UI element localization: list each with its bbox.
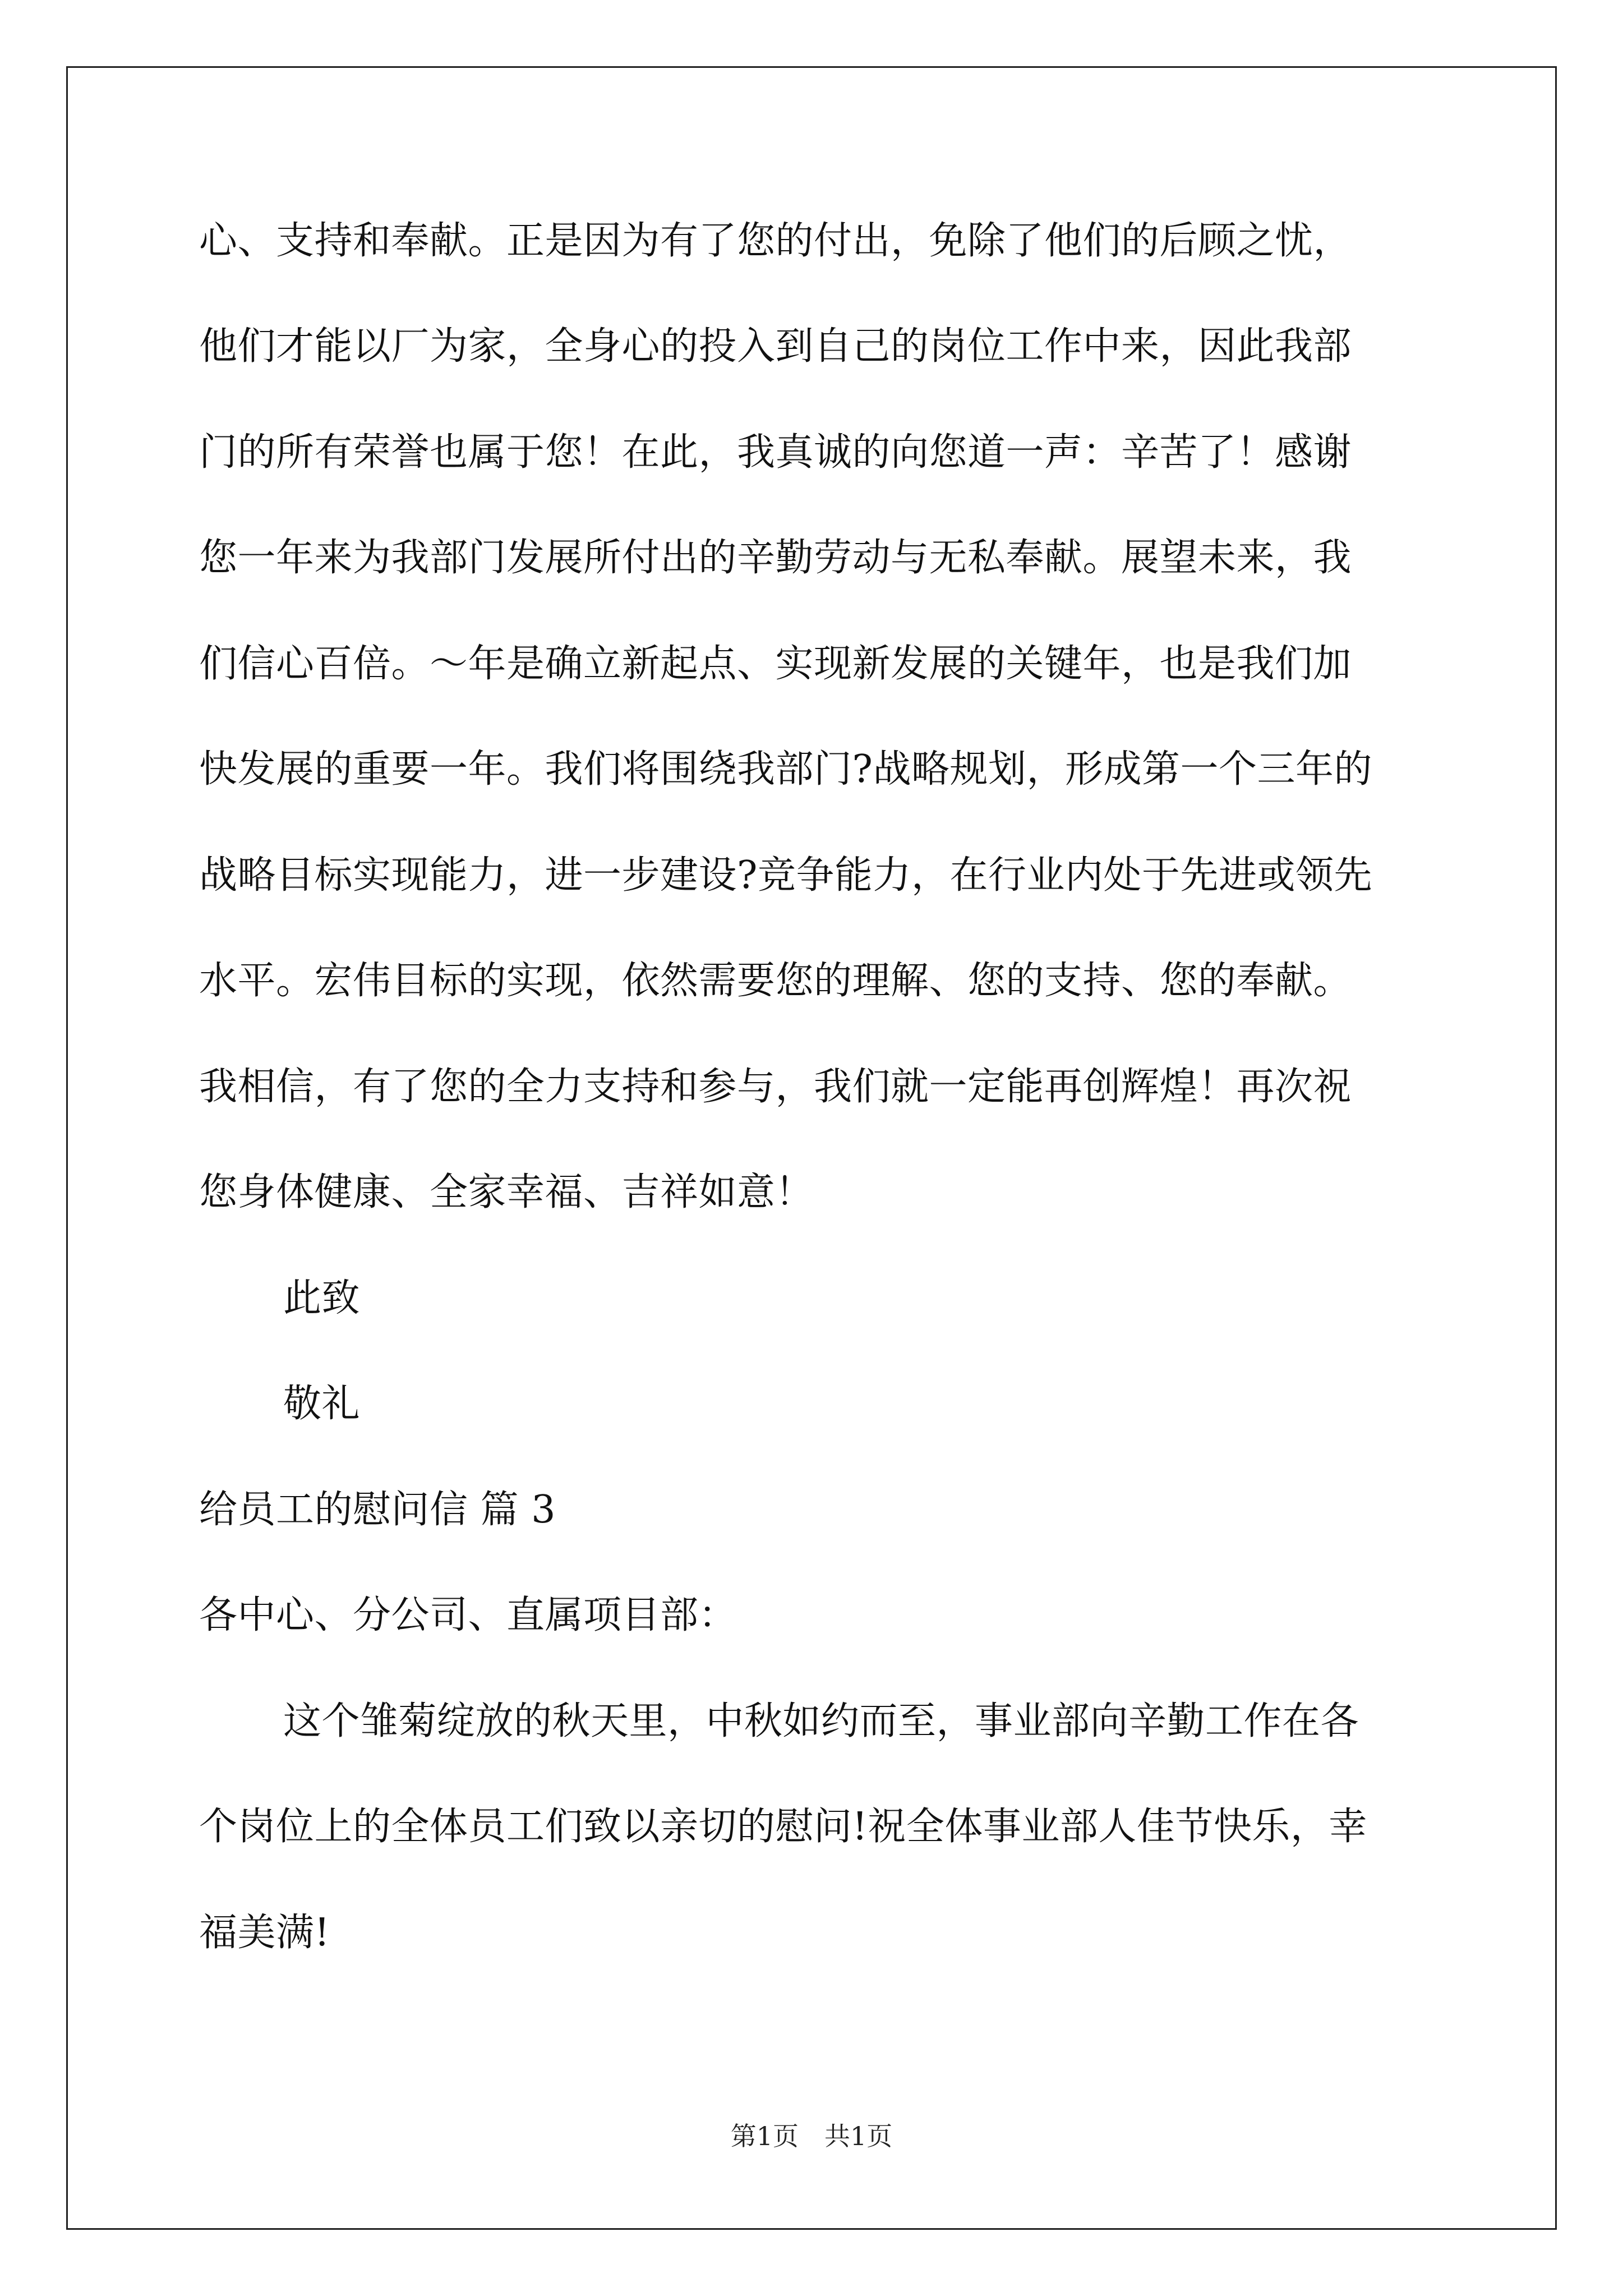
body-text-line: 我相信，有了您的全力支持和参与，我们就一定能再创辉煌！再次祝 (199, 1065, 1352, 1109)
body-text-line: 门的所有荣誉也属于您！在此，我真诚的向您道一声：辛苦了！感谢 (199, 430, 1352, 475)
body-text-line: 水平。宏伟目标的实现，依然需要您的理解、您的支持、您的奉献。 (199, 959, 1352, 1003)
body-text-line: 战略目标实现能力，进一步建设?竞争能力，在行业内处于先进或领先 (199, 853, 1372, 898)
body-text-line: 这个雏菊绽放的秋天里，中秋如约而至，事业部向辛勤工作在各 (283, 1699, 1359, 1743)
body-text-line: 们信心百倍。～年是确立新起点、实现新发展的关键年，也是我们加 (199, 642, 1352, 686)
page-border (66, 66, 1557, 2230)
body-text-line: 福美满! (199, 1911, 330, 1955)
body-text-line: 他们才能以厂为家，全身心的投入到自己的岗位工作中来，因此我部 (199, 324, 1352, 369)
letter-salutation: 各中心、分公司、直属项目部： (199, 1593, 737, 1637)
body-text-line: 心、支持和奉献。正是因为有了您的付出，免除了他们的后顾之忧， (199, 219, 1352, 263)
body-text-line: 个岗位上的全体员工们致以亲切的慰问!祝全体事业部人佳节快乐，幸 (199, 1805, 1367, 1849)
closing-salutation: 此致 (283, 1276, 361, 1320)
body-text-line: 您身体健康、全家幸福、吉祥如意！ (199, 1170, 814, 1214)
closing-regards: 敬礼 (283, 1382, 361, 1426)
body-text-line: 快发展的重要一年。我们将围绕我部门?战略规划，形成第一个三年的 (199, 747, 1372, 792)
page-number-footer: 第1页 共1页 (730, 2121, 893, 2151)
body-text-line: 您一年来为我部门发展所付出的辛勤劳动与无私奉献。展望未来，我 (199, 536, 1352, 580)
section-title: 给员工的慰问信 篇 3 (199, 1488, 556, 1532)
